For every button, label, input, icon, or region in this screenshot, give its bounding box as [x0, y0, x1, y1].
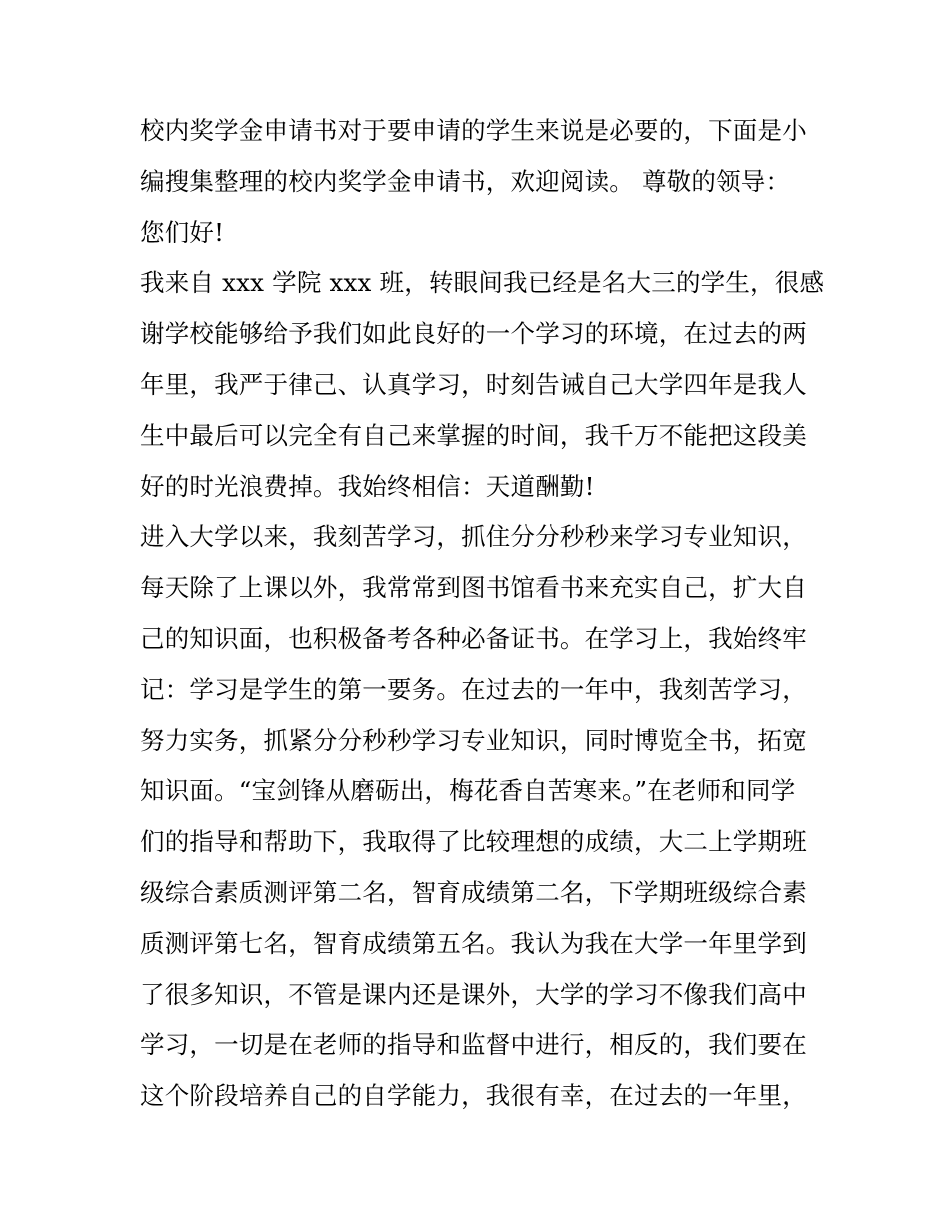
text-line: 努力实务，抓紧分分秒秒学习专业知识，同时博览全书，拓宽 — [140, 725, 807, 755]
text-line: 谢学校能够给予我们如此良好的一个学习的环境，在过去的两 — [140, 319, 807, 349]
text-line: 学习，一切是在老师的指导和监督中进行，相反的，我们要在 — [140, 1030, 807, 1060]
text-line: 每天除了上课以外，我常常到图书馆看书来充实自己，扩大自 — [140, 573, 807, 603]
text-line: 们的指导和帮助下，我取得了比较理想的成绩，大二上学期班 — [140, 827, 807, 857]
text-line: 质测评第七名，智育成绩第五名。我认为我在大学一年里学到 — [140, 928, 807, 958]
text-line: 好的时光浪费掉。我始终相信：天道酬勤! — [140, 471, 595, 501]
text-line: 编搜集整理的校内奖学金申请书，欢迎阅读。 尊敬的领导： — [140, 166, 791, 196]
text-line: 进入大学以来，我刻苦学习，抓住分分秒秒来学习专业知识， — [140, 522, 807, 552]
text-line: 生中最后可以完全有自己来掌握的时间，我千万不能把这段美 — [140, 420, 807, 450]
text-line: 年里，我严于律己、认真学习，时刻告诫自己大学四年是我人 — [140, 369, 807, 399]
text-line: 您们好! — [140, 217, 225, 247]
text-line: 我来自 xxx 学院 xxx 班，转眼间我已经是名大三的学生，很感 — [140, 268, 825, 298]
document-body — [140, 106, 825, 1122]
text-line: 校内奖学金申请书对于要申请的学生来说是必要的，下面是小 — [140, 116, 807, 145]
text-line: 了很多知识，不管是课内还是课外，大学的学习不像我们高中 — [140, 979, 807, 1009]
text-line: 己的知识面，也积极备考各种必备证书。在学习上，我始终牢 — [140, 623, 807, 653]
text-line: 记：学习是学生的第一要务。在过去的一年中，我刻苦学习， — [140, 674, 807, 704]
text-line: 级综合素质测评第二名，智育成绩第二名，下学期班级综合素 — [140, 877, 807, 907]
text-line: 知识面。“宝剑锋从磨砺出，梅花香自苦寒来。”在老师和同学 — [140, 776, 796, 806]
text-line: 这个阶段培养自己的自学能力，我很有幸，在过去的一年里， — [140, 1081, 807, 1111]
